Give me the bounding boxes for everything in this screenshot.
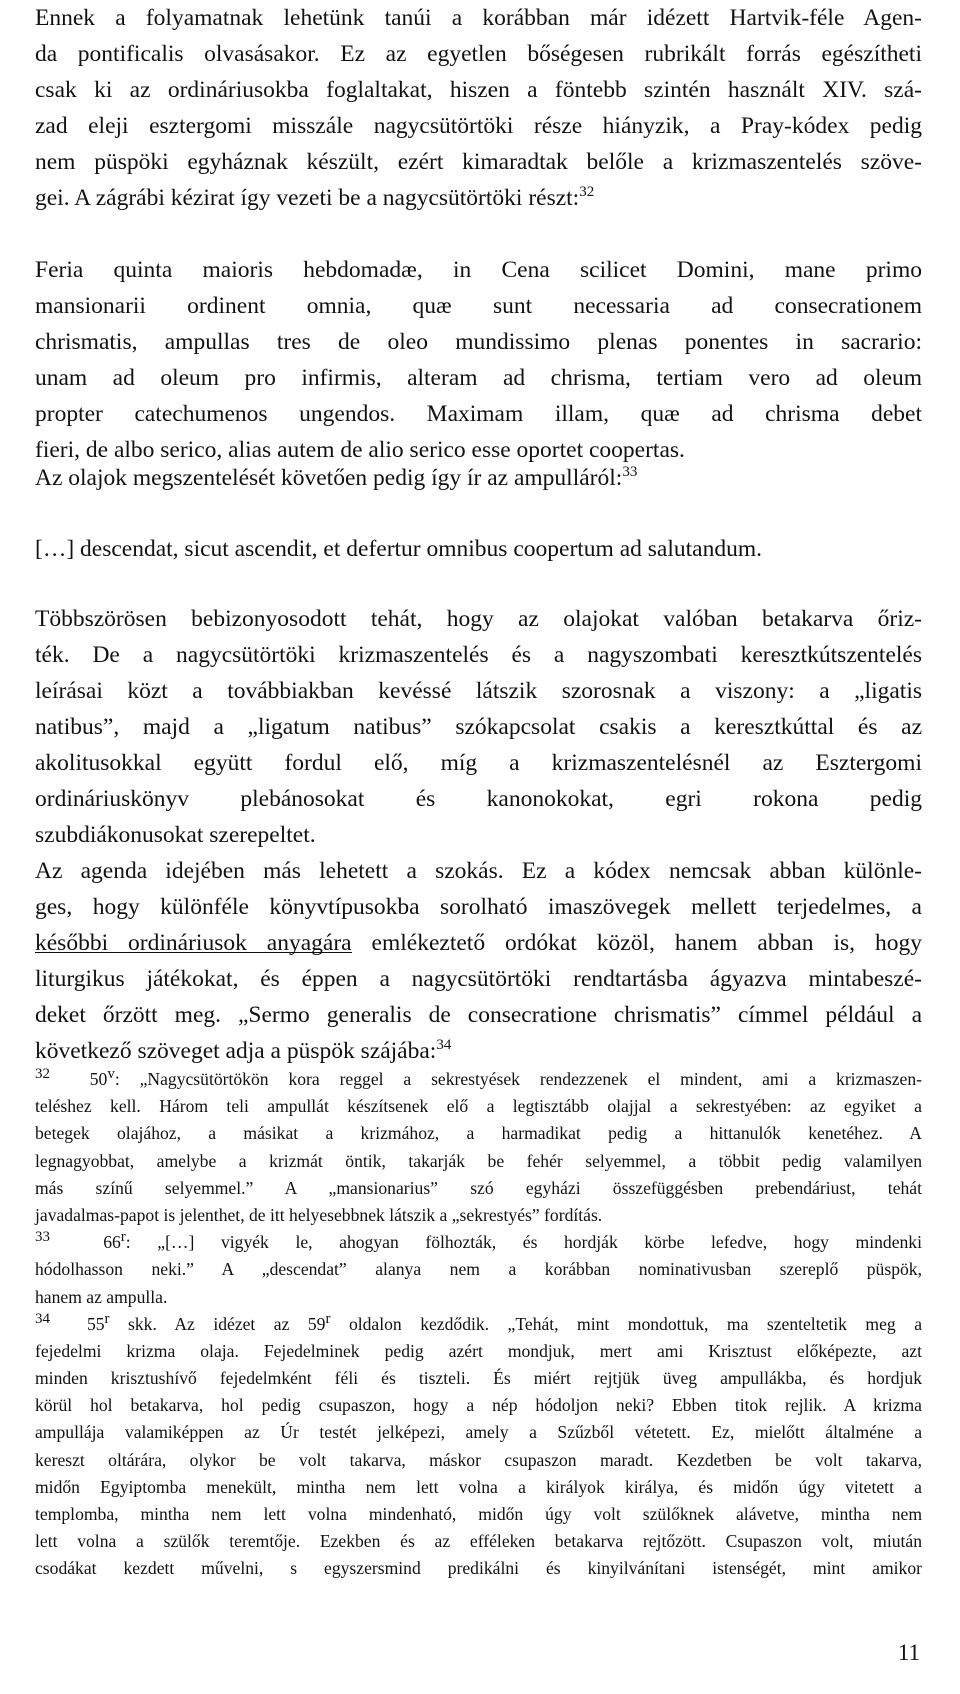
latin-quote-2 [35,531,922,567]
footnote-folio-sup: r [120,1229,126,1246]
text-line: Többszörösen bebizonyosodott tehát, hogy az olajokat valóban betakarva őriz- [35,606,922,632]
quote-line: Feria quinta maioris hebdomadæ, in Cena scilicet Domini, mane primo [35,257,922,283]
text-line [35,1033,922,1069]
footnote-34-line: ampullája valamiképpen az Úr testét jelképezi, amely a Szűzből vétetett. Ez, mielőtt általméne a [35,1422,922,1443]
text-line: ges, hogy különféle könyvtípusokba sorolható imaszövegek mellett terjedelmes, a [35,894,922,920]
text-line: ordináriuskönyv plebánosokat és kanonokokat, egri rokona pedig [35,786,922,812]
footnote-text: oldalon kezdődik. „Tehát, mint mondottuk, ma szenteltetik meg a [330,1313,923,1334]
quote-line: unam ad oleum pro infirmis, alteram ad chrisma, tertiam vero ad oleum [35,365,922,391]
footnote-folio: 66 [103,1232,121,1253]
text-line: zad eleji esztergomi misszále nagycsütörtöki része hiányzik, a Pray-kódex pedig [35,113,922,139]
latin-quote-1 [35,252,922,468]
text-line-content: következő szöveget adja a püspök szájába: [35,1038,437,1064]
footnote-34-line: fejedelmi krizma olaja. Fejedelminek pedig azért mondjuk, mert ami Krisztust előképezte, azt [35,1340,922,1361]
body-paragraph-1 [35,0,922,216]
footnote-34-line: lett volna a szülők teremtője. Ezekben és az efféleken betakarva rejtőzött. Csupaszon volt, miután [35,1531,922,1552]
text-line: Ennek a folyamatnak lehetünk tanúi a korábban már idézett Hartvik-féle Agen- [35,5,922,31]
text-line [35,180,922,216]
text-line: szubdiákonusokat szerepeltet. [35,822,316,848]
body-paragraph-2 [35,601,922,853]
footnote-32-line: javadalmas-papot is jelenthet, de itt helyesebbnek látszik a „sekrestyés” fordítás. [35,1204,603,1225]
footnote-32-line: legnagyobbat, amelybe a krizmát öntik, takarják be fehér selyemmel, a többit pedig valamilyen [35,1150,922,1171]
text-line: nem püspöki egyháznak készült, ezért kimaradtak belőle a krizmaszentelés szöve- [35,149,922,175]
text-line: liturgikus játékokat, és éppen a nagycsütörtöki rendtartásba ágyazva mintabeszé- [35,966,922,992]
text-line: későbbi ordináriusok anyagára emlékeztető ordókat közöl, hanem abban is, hogy [35,930,922,956]
footnote-number-34: 34 [35,1310,50,1327]
footnotes [35,1066,922,1583]
footnote-33-line: hódolhasson neki.” A „descendat” alanya nem a korábban nominativusban szereplő püspök, [35,1259,922,1280]
footnote-32-line: teléshez kell. Három teli ampullát készítsenek elő a legtisztább olajjal a sekrestyében: az egyiket a [35,1096,922,1117]
footnote-text: : „Nagycsütörtökön kora reggel a sekrestyések rendezzenek el mindent, ami a krizmaszen- [114,1069,922,1089]
text-line: da pontificalis olvasásakor. Ez az egyetlen bőségesen rubrikált forrás egészítheti [35,41,922,67]
footnote-separator [35,952,352,953]
footnote-34-line: minden krisztushívő fejedelmként féli és tiszteli. És miért rejtjük üveg ampullákba, és hordjuk [35,1368,922,1389]
footnote-number-32: 32 [35,1066,50,1083]
footnote-ref-32[interactable]: 32 [579,184,595,201]
page-number: 11 [897,1640,920,1665]
text-line-content: gei. A zágrábi kézirat így vezeti be a nagycsütörtöki részt: [35,185,580,211]
text-line: ték. De a nagycsütörtöki krizmaszentelés és a nagyszombati keresztkútszentelés [35,642,922,668]
text-line: akolitusokkal együtt fordul elő, míg a krizmaszentelésnél az Esztergomi [35,750,922,776]
footnote-folio-sup: r [104,1310,110,1327]
text-line: deket őrzött meg. „Sermo generalis de consecratione chrismatis” címmel például a [35,1002,922,1028]
quote-line: […] descendat, sicut ascendit, et defertur omnibus coopertum ad salutandum. [35,536,762,562]
footnote-folio-sup: r [325,1310,331,1327]
quote-line: chrismatis, ampullas tres de oleo mundissimo plenas ponentes in sacrario: [35,329,922,355]
footnote-34-line: templomba, mintha nem lett volna mindenható, midőn úgy volt szülőknek alávetve, mintha nem [35,1504,922,1524]
footnote-34-line: kereszt oltárára, olykor be volt takarva, máskor csupaszon maradt. Kezdetben be volt takarva, [35,1449,922,1470]
quote-line: propter catechumenos ungendos. Maximam illam, quæ ad chrisma debet [35,401,922,427]
footnote-folio: 55 [86,1313,105,1334]
quote-line: fieri, de albo serico, alias autem de alio serico esse oportet coopertas. [35,437,685,463]
footnote-text: : „[…] vigyék le, ahogyan fölhozták, és hordják körbe lefedve, hogy mindenki [125,1232,922,1253]
footnote-33-line: hanem az ampulla. [35,1286,168,1307]
text-line [35,460,922,496]
footnote-34-line: körül hol betakarva, hol pedig csupaszon, hogy a nép hódoljon neki? Ebben titok rejlik. A krizma [35,1395,922,1416]
text-line-content: Az olajok megszentelését követően pedig így ír az ampulláról: [35,465,623,491]
footnote-32-line [35,1066,922,1093]
text-line: natibus”, majd a „ligatum natibus” szókapcsolat csakis a keresztkúttal és az [35,714,922,740]
footnote-ref-33[interactable]: 33 [622,464,638,481]
body-paragraph-3 [35,853,922,1069]
footnote-34-line: csodákat kezdett művelni, s egyszersmind predikálni és kinyilvánítani istenségét, mint amikor [35,1558,922,1579]
footnote-number-33: 33 [35,1229,50,1246]
footnote-33-line [35,1229,922,1256]
footnote-folio-sup: v [107,1066,115,1083]
text-line: Az agenda idejében más lehetett a szokás. Ez a kódex nemcsak abban különle- [35,858,922,884]
footnote-32-line: betegek olajához, a másikat a krizmához, a harmadikat pedig a hittanulók kenetéhez. A [35,1123,922,1144]
intro-line-2 [35,460,922,496]
quote-line: mansionarii ordinent omnia, quæ sunt necessaria ad consecrationem [35,293,922,319]
footnote-32-line: más színű selyemmel.” A „mansionarius” szó egyházi összefüggésben prebendáriust, tehát [35,1177,922,1198]
footnote-34-line: midőn Egyiptomba menekült, mintha nem lett volna a királyok királya, és midőn úgy vitetett a [35,1476,922,1497]
footnote-ref-34[interactable]: 34 [436,1037,452,1054]
text-line: csak ki az ordináriusokba foglaltakat, hiszen a föntebb szintén használt XIV. szá- [35,77,922,103]
text-line: leírásai közt a továbbiakban kevéssé látszik szorosnak a viszony: a „ligatis [35,678,922,704]
footnote-34-line [35,1311,922,1338]
footnote-folio: 50 [89,1069,108,1089]
footnote-text: skk. Az idézet az 59 [109,1313,326,1334]
